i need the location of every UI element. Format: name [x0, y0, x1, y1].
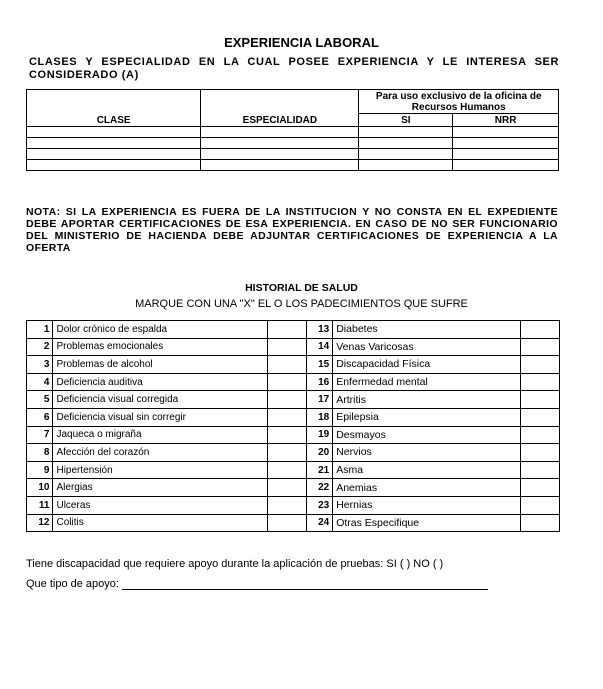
item-number: 10	[27, 479, 53, 497]
nota-text: NOTA: SI LA EXPERIENCIA ES FUERA DE LA INSTITUCION Y NO CONSTA EN EL EXPEDIENTE DEBE APORTAR CERTIFICACIONES DE ESA EXPERIENCIA. EN CASO DE NO SER FUNCIONARIO DEL MINISTERIO DE HACIENDA DEBE ADJUNTAR CERTIFICACIONES DE EXPERIENCIA A LA OFERTA	[26, 206, 558, 254]
rrhh-header: Para uso exclusivo de la oficina de Recursos Humanos	[359, 90, 559, 114]
discapacidad-question: Tiene discapacidad que requiere apoyo durante la aplicación de pruebas: SI ( ) NO ( )	[26, 558, 444, 570]
apoyo-input-line[interactable]	[122, 579, 488, 590]
item-label: Anemias	[333, 479, 521, 497]
item-checkbox[interactable]	[267, 479, 306, 497]
health-row	[27, 426, 560, 444]
item-number: 12	[27, 514, 53, 532]
clase-cell[interactable]	[27, 149, 201, 160]
clase-cell[interactable]	[27, 160, 201, 171]
item-checkbox[interactable]	[267, 426, 306, 444]
col-nrr: NRR	[453, 114, 559, 127]
item-number: 17	[306, 391, 332, 409]
health-row	[27, 461, 560, 479]
nrr-cell	[453, 149, 559, 160]
item-checkbox[interactable]	[267, 391, 306, 409]
si-cell	[359, 160, 453, 171]
item-number: 19	[306, 426, 332, 444]
table-row	[27, 138, 559, 149]
item-number: 13	[306, 321, 332, 339]
item-checkbox[interactable]	[267, 408, 306, 426]
item-number: 20	[306, 444, 332, 462]
table-row	[27, 149, 559, 160]
section-title: EXPERIENCIA LABORAL	[224, 35, 379, 50]
item-label: Hernias	[333, 496, 521, 514]
item-number: 6	[27, 408, 53, 426]
item-checkbox[interactable]	[520, 496, 559, 514]
item-number: 8	[27, 444, 53, 462]
item-label: Jaqueca o migraña	[53, 426, 267, 444]
item-checkbox[interactable]	[520, 373, 559, 391]
item-number: 16	[306, 373, 332, 391]
health-table	[26, 320, 560, 532]
item-number: 23	[306, 496, 332, 514]
item-checkbox[interactable]	[267, 496, 306, 514]
col-especialidad: ESPECIALIDAD	[201, 90, 359, 127]
table-row	[27, 160, 559, 171]
si-cell	[359, 138, 453, 149]
marque-instruction: MARQUE CON UNA "X" EL O LOS PADECIMIENTOS QUE SUFRE	[135, 298, 468, 310]
item-checkbox[interactable]	[520, 514, 559, 532]
item-number: 1	[27, 321, 53, 339]
item-number: 21	[306, 461, 332, 479]
item-checkbox[interactable]	[520, 321, 559, 339]
intro-text: CLASES Y ESPECIALIDAD EN LA CUAL POSEE EXPERIENCIA Y LE INTERESA SER CONSIDERADO (A)	[29, 56, 559, 81]
item-label: Diabetes	[333, 321, 521, 339]
item-label: Problemas de alcohol	[53, 356, 267, 374]
health-row	[27, 514, 560, 532]
item-label: Desmayos	[333, 426, 521, 444]
health-row	[27, 496, 560, 514]
especialidad-cell[interactable]	[201, 138, 359, 149]
item-checkbox[interactable]	[520, 444, 559, 462]
item-label: Otras Especifique	[333, 514, 521, 532]
nrr-cell	[453, 138, 559, 149]
item-checkbox[interactable]	[520, 408, 559, 426]
clase-cell[interactable]	[27, 127, 201, 138]
nrr-cell	[453, 160, 559, 171]
item-checkbox[interactable]	[267, 321, 306, 339]
item-label: Ulceras	[53, 496, 267, 514]
item-checkbox[interactable]	[520, 338, 559, 356]
item-label: Dolor crónico de espalda	[53, 321, 267, 339]
apoyo-question	[26, 578, 488, 590]
item-label: Deficiencia visual sin corregir	[53, 408, 267, 426]
item-label: Alergias	[53, 479, 267, 497]
item-number: 5	[27, 391, 53, 409]
item-label: Hipertensión	[53, 461, 267, 479]
item-number: 24	[306, 514, 332, 532]
item-checkbox[interactable]	[520, 479, 559, 497]
item-number: 3	[27, 356, 53, 374]
item-number: 22	[306, 479, 332, 497]
item-label: Colitis	[53, 514, 267, 532]
item-checkbox[interactable]	[267, 514, 306, 532]
item-number: 2	[27, 338, 53, 356]
historial-title: HISTORIAL DE SALUD	[245, 282, 358, 294]
clase-cell[interactable]	[27, 138, 201, 149]
si-cell	[359, 127, 453, 138]
item-label: Asma	[333, 461, 521, 479]
item-number: 4	[27, 373, 53, 391]
si-cell	[359, 149, 453, 160]
apoyo-label: Que tipo de apoyo:	[26, 578, 119, 590]
health-row	[27, 391, 560, 409]
especialidad-cell[interactable]	[201, 149, 359, 160]
item-number: 11	[27, 496, 53, 514]
nrr-cell	[453, 127, 559, 138]
item-label: Discapacidad Física	[333, 356, 521, 374]
item-number: 18	[306, 408, 332, 426]
item-checkbox[interactable]	[267, 338, 306, 356]
health-row	[27, 444, 560, 462]
item-label: Enfermedad mental	[333, 373, 521, 391]
health-row	[27, 321, 560, 339]
col-si: SI	[359, 114, 453, 127]
item-checkbox[interactable]	[520, 391, 559, 409]
item-checkbox[interactable]	[520, 356, 559, 374]
health-row	[27, 479, 560, 497]
item-checkbox[interactable]	[520, 426, 559, 444]
item-label: Epilepsia	[333, 408, 521, 426]
table-row	[27, 127, 559, 138]
item-label: Nervios	[333, 444, 521, 462]
col-clase: CLASE	[27, 90, 201, 127]
item-number: 7	[27, 426, 53, 444]
item-label: Deficiencia visual corregida	[53, 391, 267, 409]
item-label: Problemas emocionales	[53, 338, 267, 356]
item-checkbox[interactable]	[267, 444, 306, 462]
item-number: 15	[306, 356, 332, 374]
experience-table	[26, 89, 559, 171]
health-row	[27, 356, 560, 374]
health-row	[27, 338, 560, 356]
especialidad-cell[interactable]	[201, 160, 359, 171]
health-row	[27, 373, 560, 391]
item-checkbox[interactable]	[267, 373, 306, 391]
item-label: Deficiencia auditiva	[53, 373, 267, 391]
item-label: Afección del corazón	[53, 444, 267, 462]
item-number: 9	[27, 461, 53, 479]
item-number: 14	[306, 338, 332, 356]
item-checkbox[interactable]	[267, 356, 306, 374]
item-checkbox[interactable]	[520, 461, 559, 479]
item-label: Venas Varicosas	[333, 338, 521, 356]
especialidad-cell[interactable]	[201, 127, 359, 138]
item-checkbox[interactable]	[267, 461, 306, 479]
health-row	[27, 408, 560, 426]
item-label: Artritis	[333, 391, 521, 409]
